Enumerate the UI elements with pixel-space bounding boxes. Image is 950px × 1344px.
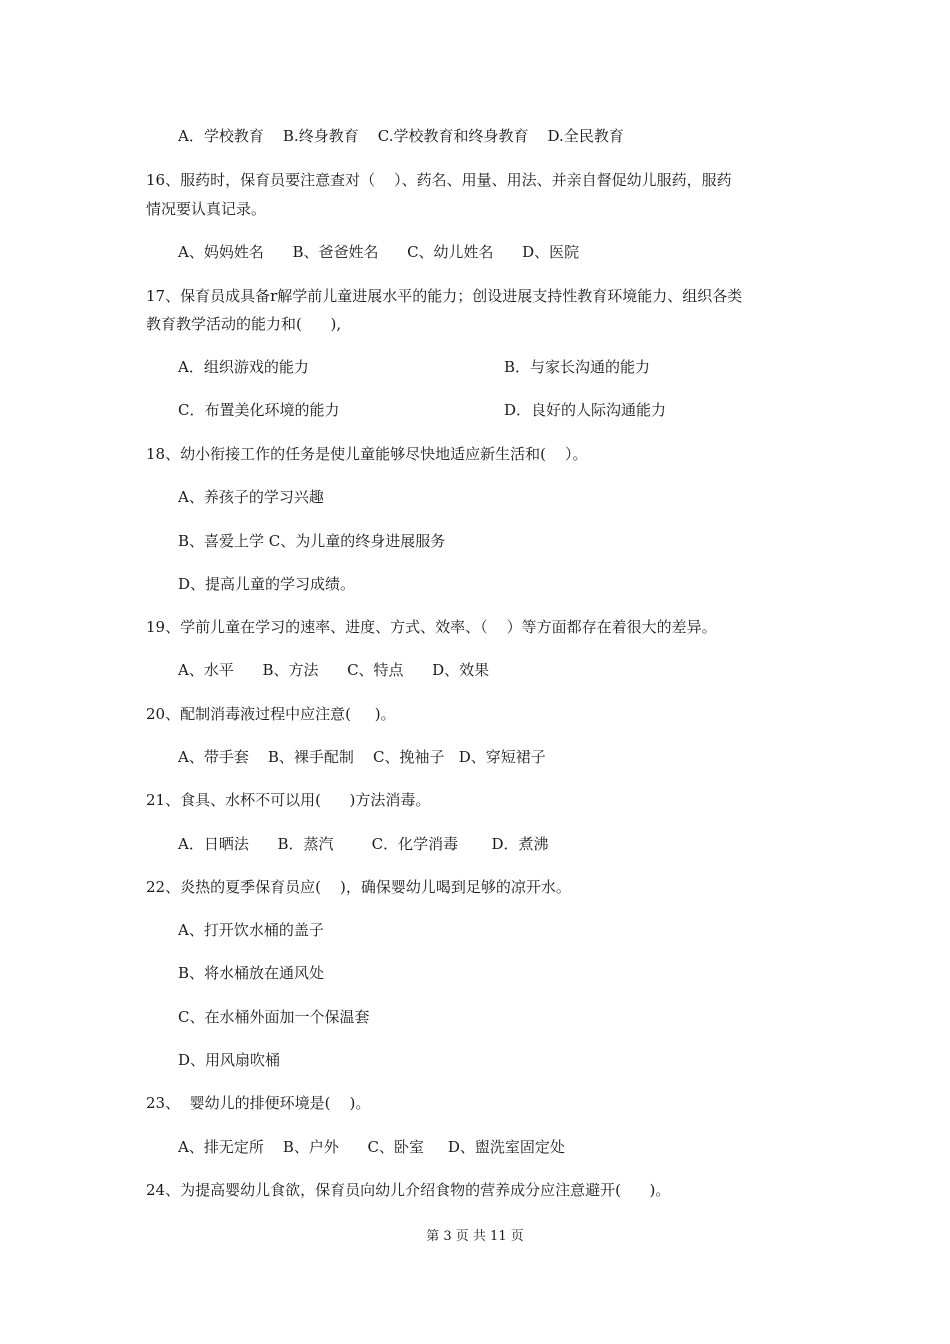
q21-stem: 21、食具、水杯不可以用( )方法消毒。 (146, 791, 431, 809)
q19-options: A、水平 B、方法 C、特点 D、效果 (178, 661, 490, 679)
q16-stem-line1: 16、服药时，保育员要注意查对（ ）、药名、用量、用法、并亲自督促幼儿服药，服药 (146, 171, 732, 189)
q17-option-b: B．与家长沟通的能力 (504, 358, 651, 376)
q22-option-a: A、打开饮水桶的盖子 (178, 921, 324, 939)
q23-stem: 23、 婴幼儿的排便环境是( )。 (146, 1094, 371, 1112)
q22-option-b: B、将水桶放在通风处 (178, 964, 325, 982)
q16-stem-line2: 情况要认真记录。 (146, 200, 267, 218)
q24-stem: 24、为提高婴幼儿食欲，保育员向幼儿介绍食物的营养成分应注意避开( )。 (146, 1181, 671, 1199)
page-footer-label: 第 3 页 共 11 页 (426, 1229, 524, 1244)
q18-option-d: D、提高儿童的学习成绩。 (178, 575, 356, 593)
q20-stem: 20、配制消毒液过程中应注意( )。 (146, 705, 396, 723)
q23-options: A、排无定所 B、户外 C、卧室 D、盥洗室固定处 (178, 1138, 565, 1156)
q17-option-c: C．布置美化环境的能力 (178, 401, 340, 419)
q18-option-bc: B、喜爱上学 C、为儿童的终身进展服务 (178, 532, 446, 550)
q21-options: A．日晒法 B．蒸汽 C．化学消毒 D．煮沸 (178, 835, 549, 853)
q19-stem: 19、学前儿童在学习的速率、进度、方式、效率、（ ）等方面都存在着很大的差异。 (146, 618, 717, 636)
q22-option-d: D、用风扇吹桶 (178, 1051, 281, 1069)
q17-stem-line1: 17、保育员成具备r解学前儿童进展水平的能力；创设进展支持性教育环境能力、组织各类 (146, 287, 743, 305)
q22-stem: 22、炎热的夏季保育员应( )，确保婴幼儿喝到足够的凉开水。 (146, 878, 571, 896)
q15-options: A．学校教育 B.终身教育 C.学校教育和终身教育 D.全民教育 (178, 127, 624, 145)
q18-stem: 18、幼小衔接工作的任务是使儿童能够尽快地适应新生活和( ）。 (146, 445, 588, 463)
q17-option-d: D．良好的人际沟通能力 (504, 401, 667, 419)
q20-options: A、带手套 B、裸手配制 C、挽袖子 D、穿短裙子 (178, 748, 546, 766)
q17-stem-line2: 教育教学活动的能力和( ), (146, 315, 342, 333)
q22-option-c: C、在水桶外面加一个保温套 (178, 1008, 370, 1026)
q18-option-a: A、养孩子的学习兴趣 (178, 488, 324, 506)
q16-options: A、妈妈姓名 B、爸爸姓名 C、幼儿姓名 D、医院 (178, 243, 580, 261)
q17-option-a: A．组织游戏的能力 (178, 358, 309, 376)
